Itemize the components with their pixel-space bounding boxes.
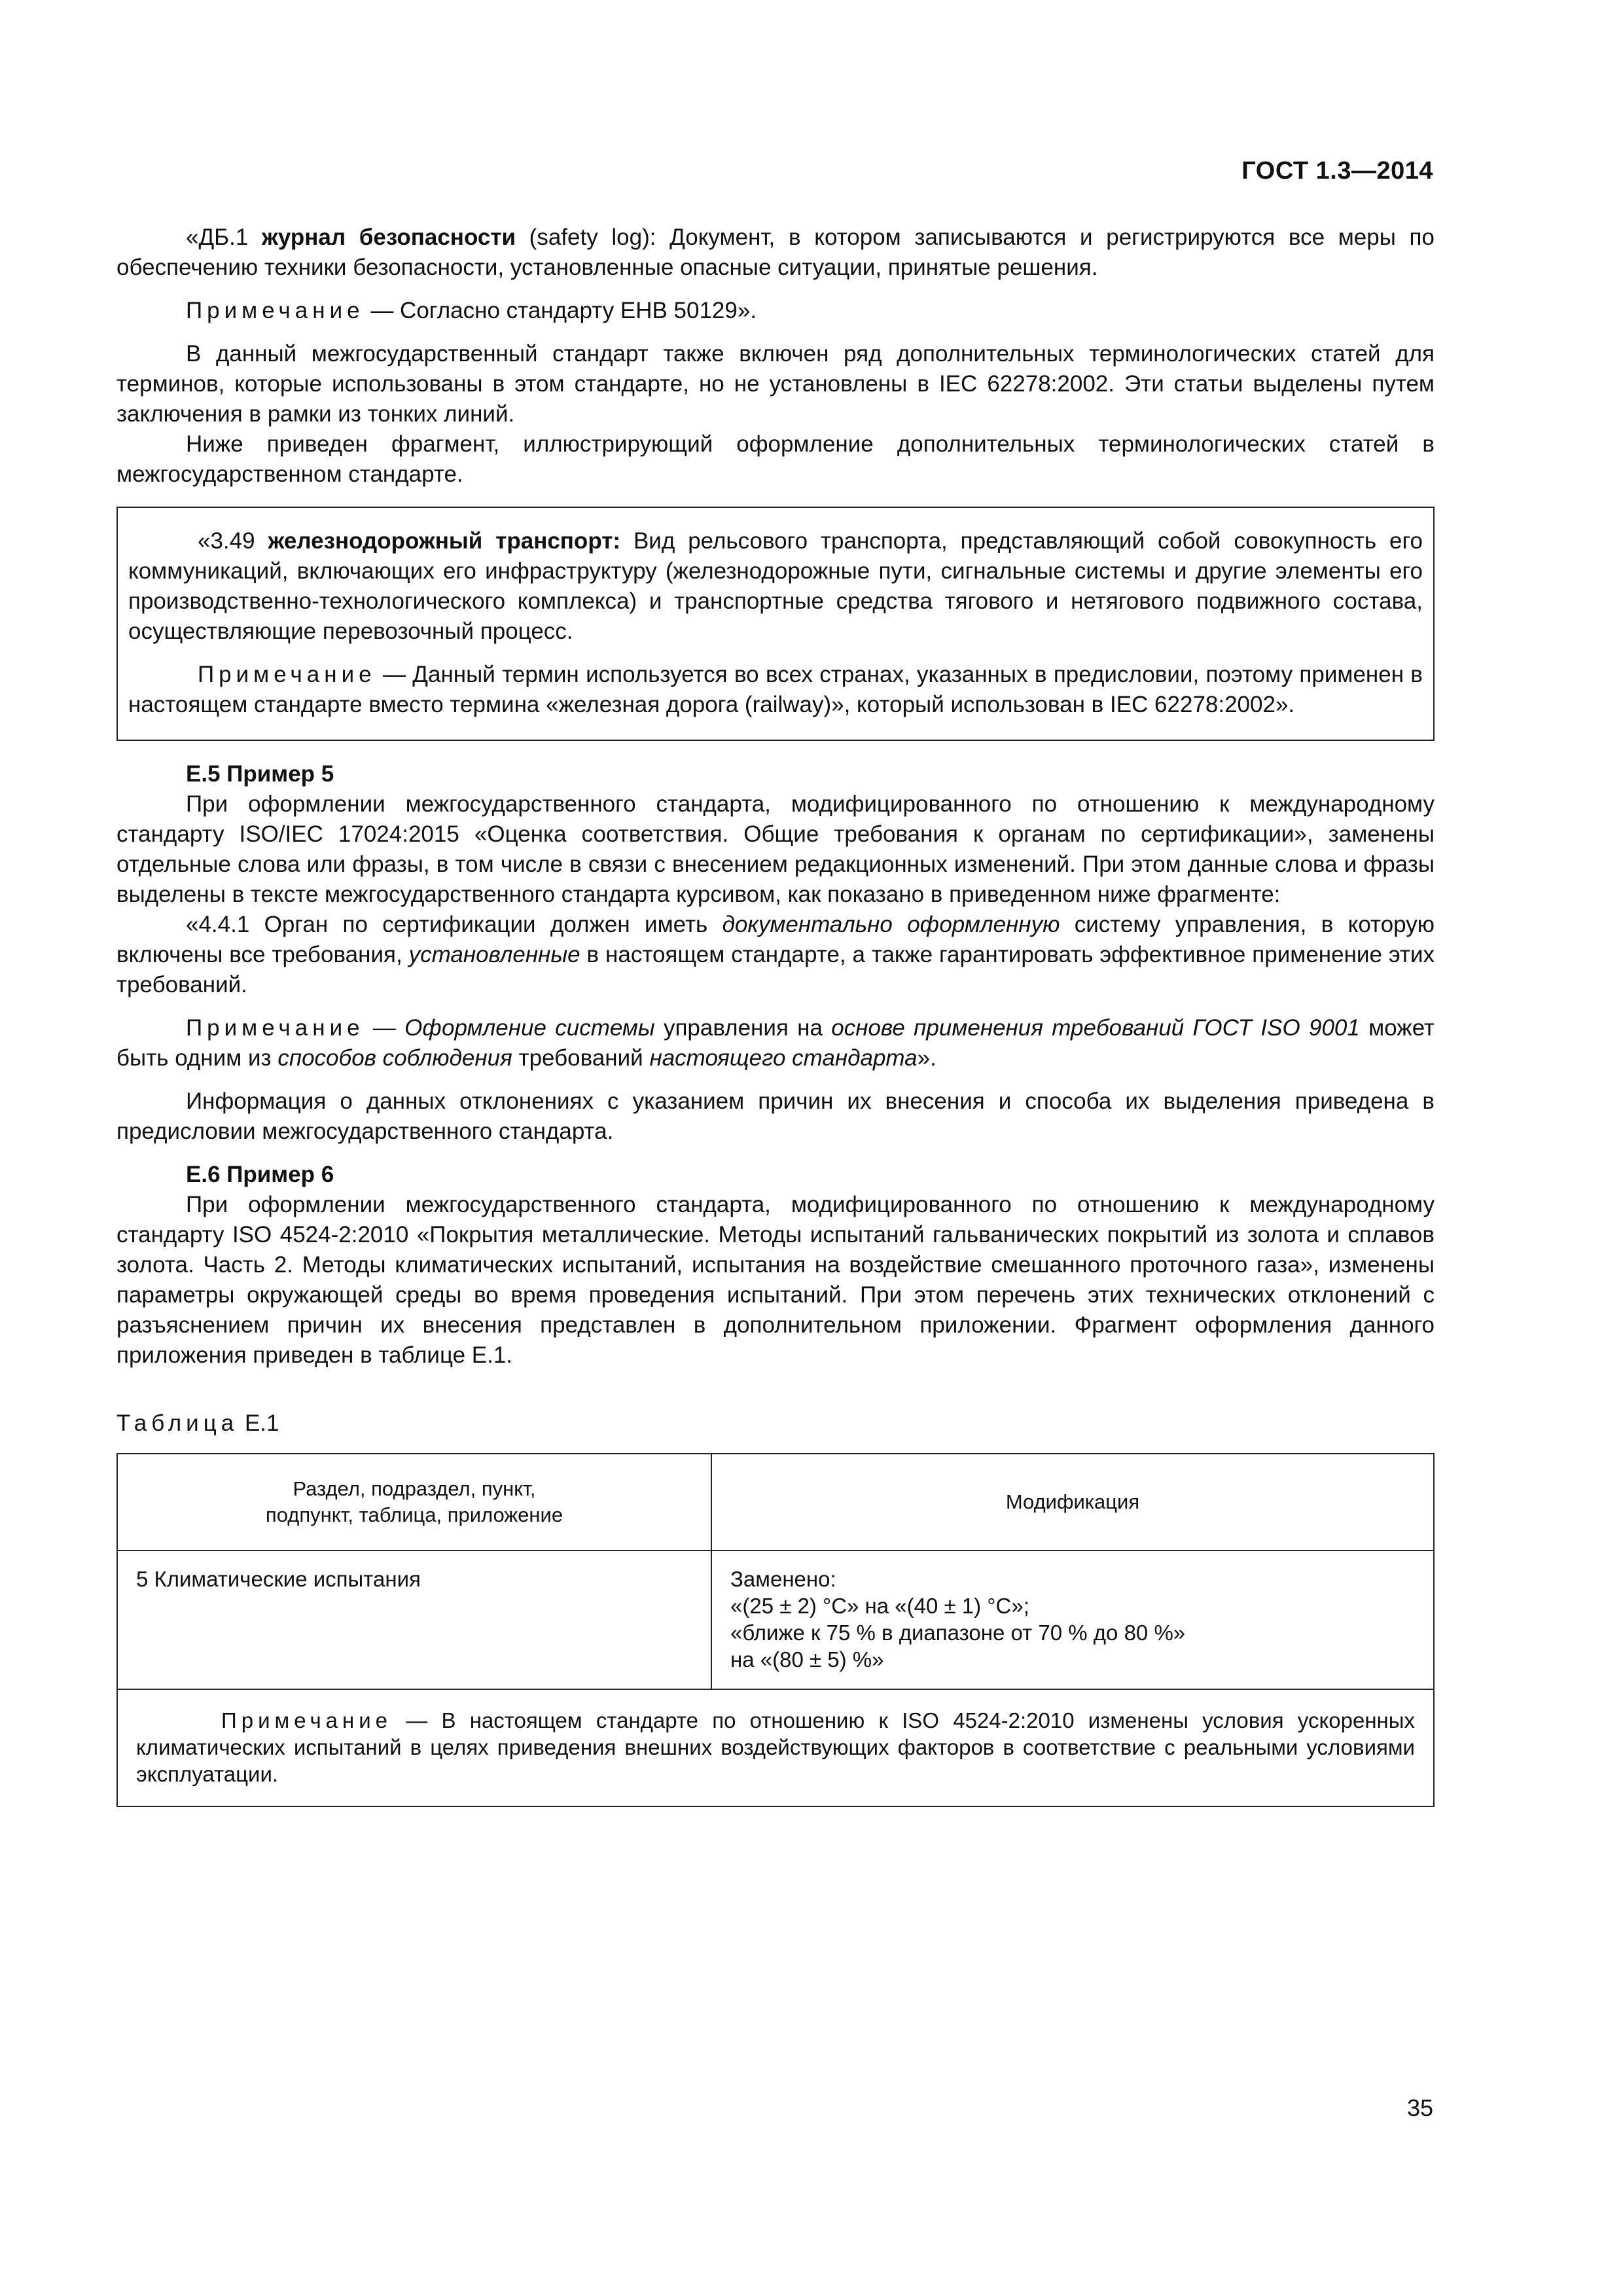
term-note	[116, 296, 1435, 326]
table-cell-section: 5 Климатические испытания	[117, 1551, 711, 1689]
note-italic: Оформление системы	[404, 1015, 655, 1041]
table-caption-number: Е.1	[238, 1410, 279, 1436]
note-text: — Согласно стандарту ЕНВ 50129».	[364, 298, 757, 323]
framed-term-title: железнодорожный транспорт:	[268, 528, 621, 554]
note-text: управления на	[654, 1015, 832, 1041]
table-header-row	[117, 1454, 1434, 1551]
note-label: Примечание	[221, 1708, 393, 1732]
quote-text: систему управления, в которую включены все требования,	[116, 912, 1435, 967]
note-text: —	[364, 1015, 405, 1041]
note-label: Примечание	[186, 1015, 365, 1041]
e5-paragraph-1: При оформлении межгосударственного стандарта, модифицированного по отношению к международному стандарту ISO/IEC 17024:2015 «Оценка соответствия. Общие требования к органам по сертификации», заменены отдельные слова или фразы, в том числе в связи с внесением редакционных изменений. При этом данные слова и фразы выделены в тексте межгосударственного стандарта курсивом, как показано в приведенном ниже фрагменте:	[116, 791, 1435, 907]
page-content	[116, 223, 1435, 1807]
note-text: — Данный термин используется во всех странах, указанных в предисловии, поэтому применен в настоящем стандарте вместо термина «железная дорога (railway)», который использован в IEC 62278:2002».	[128, 662, 1423, 717]
table-caption	[116, 1408, 1435, 1439]
table-header-section	[117, 1454, 711, 1551]
term-definition: (safety log): Документ, в котором записываются и регистрируются все меры по обеспечению техники безопасности, установленные опасные ситуации, принятые решения.	[116, 224, 1435, 280]
intro-paragraph-2: Ниже приведен фрагмент, иллюстрирующий оформление дополнительных терминологических статей в межгосударственном стандарте.	[116, 431, 1435, 487]
quote-text: «4.4.1 Орган по сертификации должен иметь	[186, 912, 722, 937]
quote-italic: установленные	[408, 942, 580, 967]
note-text: требований	[512, 1045, 650, 1071]
framed-term-definition: Вид рельсового транспорта, представляющий собой совокупность его коммуникаций, включающих его инфраструктуру (железнодорожные пути, сигнальные системы и другие элементы его производственно-технологического комплекса) и транспортные средства тягового и нетягового подвижного состава, осуществляющие перевозочный процесс.	[128, 528, 1423, 644]
e5-note	[116, 1013, 1435, 1073]
header-text: подпункт, таблица, приложение	[265, 1503, 563, 1526]
framed-term-text	[128, 526, 1423, 647]
table-note-row	[117, 1689, 1434, 1806]
cell-line: Заменено:	[730, 1567, 836, 1591]
term-article-db1	[116, 223, 1435, 283]
page-number: 35	[1406, 2094, 1433, 2121]
quote-italic: документально оформленную	[722, 912, 1060, 937]
note-text: может быть одним из	[116, 1015, 1435, 1071]
term-title: журнал безопасности	[262, 224, 516, 250]
term-number: «ДБ.1	[186, 224, 262, 250]
table-caption-label: Таблица	[116, 1410, 239, 1436]
note-italic: способов соблюдения	[277, 1045, 512, 1071]
note-italic: основе применения требований ГОСТ ISO 9001	[831, 1015, 1360, 1041]
framed-term-article	[116, 507, 1435, 741]
modification-table	[116, 1453, 1435, 1807]
cell-line: «(25 ± 2) °С» на «(40 ± 1) °С»;	[730, 1594, 1029, 1618]
table-row	[117, 1551, 1434, 1689]
table-header-modification: Модификация	[711, 1454, 1434, 1551]
section-heading-e5: Е.5 Пример 5	[186, 761, 334, 787]
framed-term-number: «3.49	[198, 528, 268, 554]
section-heading-e6: Е.6 Пример 6	[186, 1162, 334, 1187]
e5-paragraph-2: Информация о данных отклонениях с указанием причин их внесения и способа их выделения приведена в предисловии межгосударственного стандарта.	[116, 1088, 1435, 1144]
header-text: Раздел, подраздел, пункт,	[293, 1477, 536, 1500]
table-note-cell	[117, 1689, 1434, 1806]
e6-paragraph-1: При оформлении межгосударственного стандарта, модифицированного по отношению к международному стандарту ISO 4524-2:2010 «Покрытия металлические. Методы испытаний гальванических покрытий из золота и сплавов золота. Часть 2. Методы климатических испытаний, испытания на воздействие смешанного проточного газа», изменены параметры окружающей среды во время проведения испытаний. При этом перечень этих технических отклонений с разъяснением причин их внесения представлен в дополнительном приложении. Фрагмент оформления данного приложения приведен в таблице Е.1.	[116, 1192, 1435, 1368]
note-text: — В настоящем стандарте по отношению к ISO 4524-2:2010 изменены условия ускоренных климатических испытаний в целях приведения внешних воздействующих факторов в соответствие с реальными условиями эксплуатации.	[136, 1708, 1415, 1786]
table-cell-modification	[711, 1551, 1434, 1689]
quote-text: в настоящем стандарте, а также гарантировать эффективное применение этих требований.	[116, 942, 1435, 997]
note-text: ».	[917, 1045, 936, 1071]
intro-paragraph-1: В данный межгосударственный стандарт также включен ряд дополнительных терминологических статей для терминов, которые использованы в этом стандарте, но не установлены в IEC 62278:2002. Эти статьи выделены путем заключения в рамки из тонких линий.	[116, 341, 1435, 427]
note-label: Примечание	[186, 298, 365, 323]
cell-line: «ближе к 75 % в диапазоне от 70 % до 80 %»	[730, 1621, 1186, 1645]
framed-term-note	[128, 660, 1423, 720]
cell-line: на «(80 ± 5) %»	[730, 1647, 884, 1672]
e5-quote	[116, 910, 1435, 1000]
document-id-header: ГОСТ 1.3—2014	[1241, 157, 1433, 185]
note-label: Примечание	[198, 662, 376, 687]
note-italic: настоящего стандарта	[649, 1045, 918, 1071]
